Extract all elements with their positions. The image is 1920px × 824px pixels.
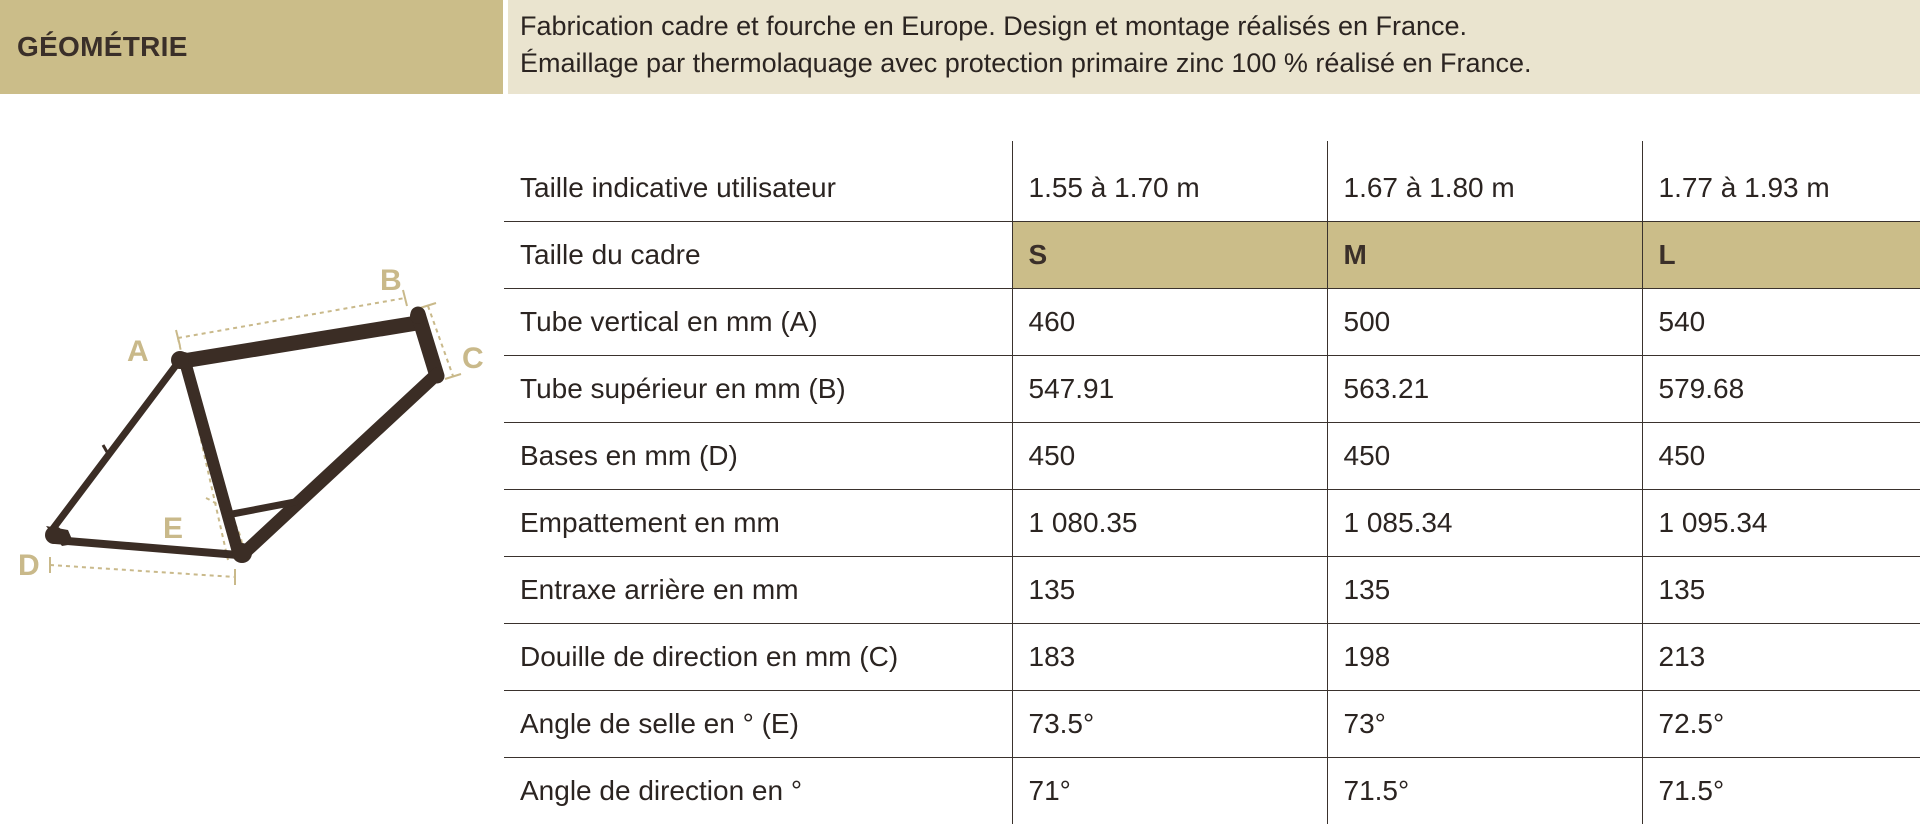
description-line-2: Émaillage par thermolaquage avec protection primaire zinc 100 % réalisé en France. [520, 45, 1532, 82]
table-row [504, 691, 1920, 758]
label-b: B [380, 264, 402, 297]
seat-clamp-joint [171, 351, 189, 369]
cell-size-m: 73° [1327, 691, 1642, 758]
cell-size-m: 563.21 [1327, 356, 1642, 423]
top-tube [183, 323, 417, 361]
cell-size-m: M [1327, 222, 1642, 289]
geometry-table [504, 141, 1920, 824]
row-label: Taille indicative utilisateur [504, 141, 1012, 222]
table-row [504, 222, 1920, 289]
table-row [504, 624, 1920, 691]
cell-size-l: 71.5° [1642, 758, 1920, 824]
row-label: Angle de direction en ° [504, 758, 1012, 824]
cell-size-s: 73.5° [1012, 691, 1327, 758]
cell-size-l: 579.68 [1642, 356, 1920, 423]
cell-size-s: 135 [1012, 557, 1327, 624]
seat-tube [184, 358, 238, 552]
chain-stay [55, 540, 238, 555]
cell-size-l: 213 [1642, 624, 1920, 691]
geometry-header [0, 0, 1920, 94]
table-row [504, 289, 1920, 356]
cell-size-l: 450 [1642, 423, 1920, 490]
row-label: Bases en mm (D) [504, 423, 1012, 490]
cell-size-s: 1.55 à 1.70 m [1012, 141, 1327, 222]
cell-size-l: L [1642, 222, 1920, 289]
header-description [520, 8, 1532, 82]
table-row [504, 490, 1920, 557]
cell-size-s: S [1012, 222, 1327, 289]
table-row [504, 423, 1920, 490]
label-d: D [18, 549, 40, 582]
cell-size-m: 135 [1327, 557, 1642, 624]
cell-size-l: 1.77 à 1.93 m [1642, 141, 1920, 222]
row-label: Angle de selle en ° (E) [504, 691, 1012, 758]
cell-size-m: 198 [1327, 624, 1642, 691]
cell-size-s: 460 [1012, 289, 1327, 356]
description-line-1: Fabrication cadre et fourche en Europe. Design et montage réalisés en France. [520, 8, 1532, 45]
cell-size-m: 1 085.34 [1327, 490, 1642, 557]
row-label: Tube vertical en mm (A) [504, 289, 1012, 356]
header-description-box [508, 0, 1920, 94]
header-title-box [0, 0, 503, 94]
label-e: E [163, 512, 183, 545]
frame-tubes [52, 314, 437, 555]
head-joint [410, 308, 426, 324]
cell-size-m: 450 [1327, 423, 1642, 490]
cell-size-m: 500 [1327, 289, 1642, 356]
row-label: Douille de direction en mm (C) [504, 624, 1012, 691]
cell-size-s: 1 080.35 [1012, 490, 1327, 557]
table-row [504, 758, 1920, 824]
cell-size-s: 183 [1012, 624, 1327, 691]
cell-size-m: 71.5° [1327, 758, 1642, 824]
table-row [504, 356, 1920, 423]
cell-size-l: 135 [1642, 557, 1920, 624]
row-label: Empattement en mm [504, 490, 1012, 557]
cable-stop [103, 445, 107, 452]
seat-stay [52, 360, 180, 530]
bike-frame-diagram [0, 250, 500, 600]
cell-size-l: 72.5° [1642, 691, 1920, 758]
cell-size-s: 547.91 [1012, 356, 1327, 423]
dimension-lines [50, 298, 453, 577]
bottom-bracket [232, 543, 252, 563]
cell-size-l: 540 [1642, 289, 1920, 356]
table-row [504, 557, 1920, 624]
dim-line-d [50, 565, 235, 577]
table-row [504, 141, 1920, 222]
row-label: Taille du cadre [504, 222, 1012, 289]
cell-size-m: 1.67 à 1.80 m [1327, 141, 1642, 222]
down-tube [242, 374, 437, 555]
row-label: Tube supérieur en mm (B) [504, 356, 1012, 423]
label-c: C [462, 342, 484, 375]
section-title: GÉOMÉTRIE [17, 31, 188, 63]
row-label: Entraxe arrière en mm [504, 557, 1012, 624]
label-a: A [127, 335, 149, 368]
cell-size-l: 1 095.34 [1642, 490, 1920, 557]
cell-size-s: 450 [1012, 423, 1327, 490]
cell-size-s: 71° [1012, 758, 1327, 824]
